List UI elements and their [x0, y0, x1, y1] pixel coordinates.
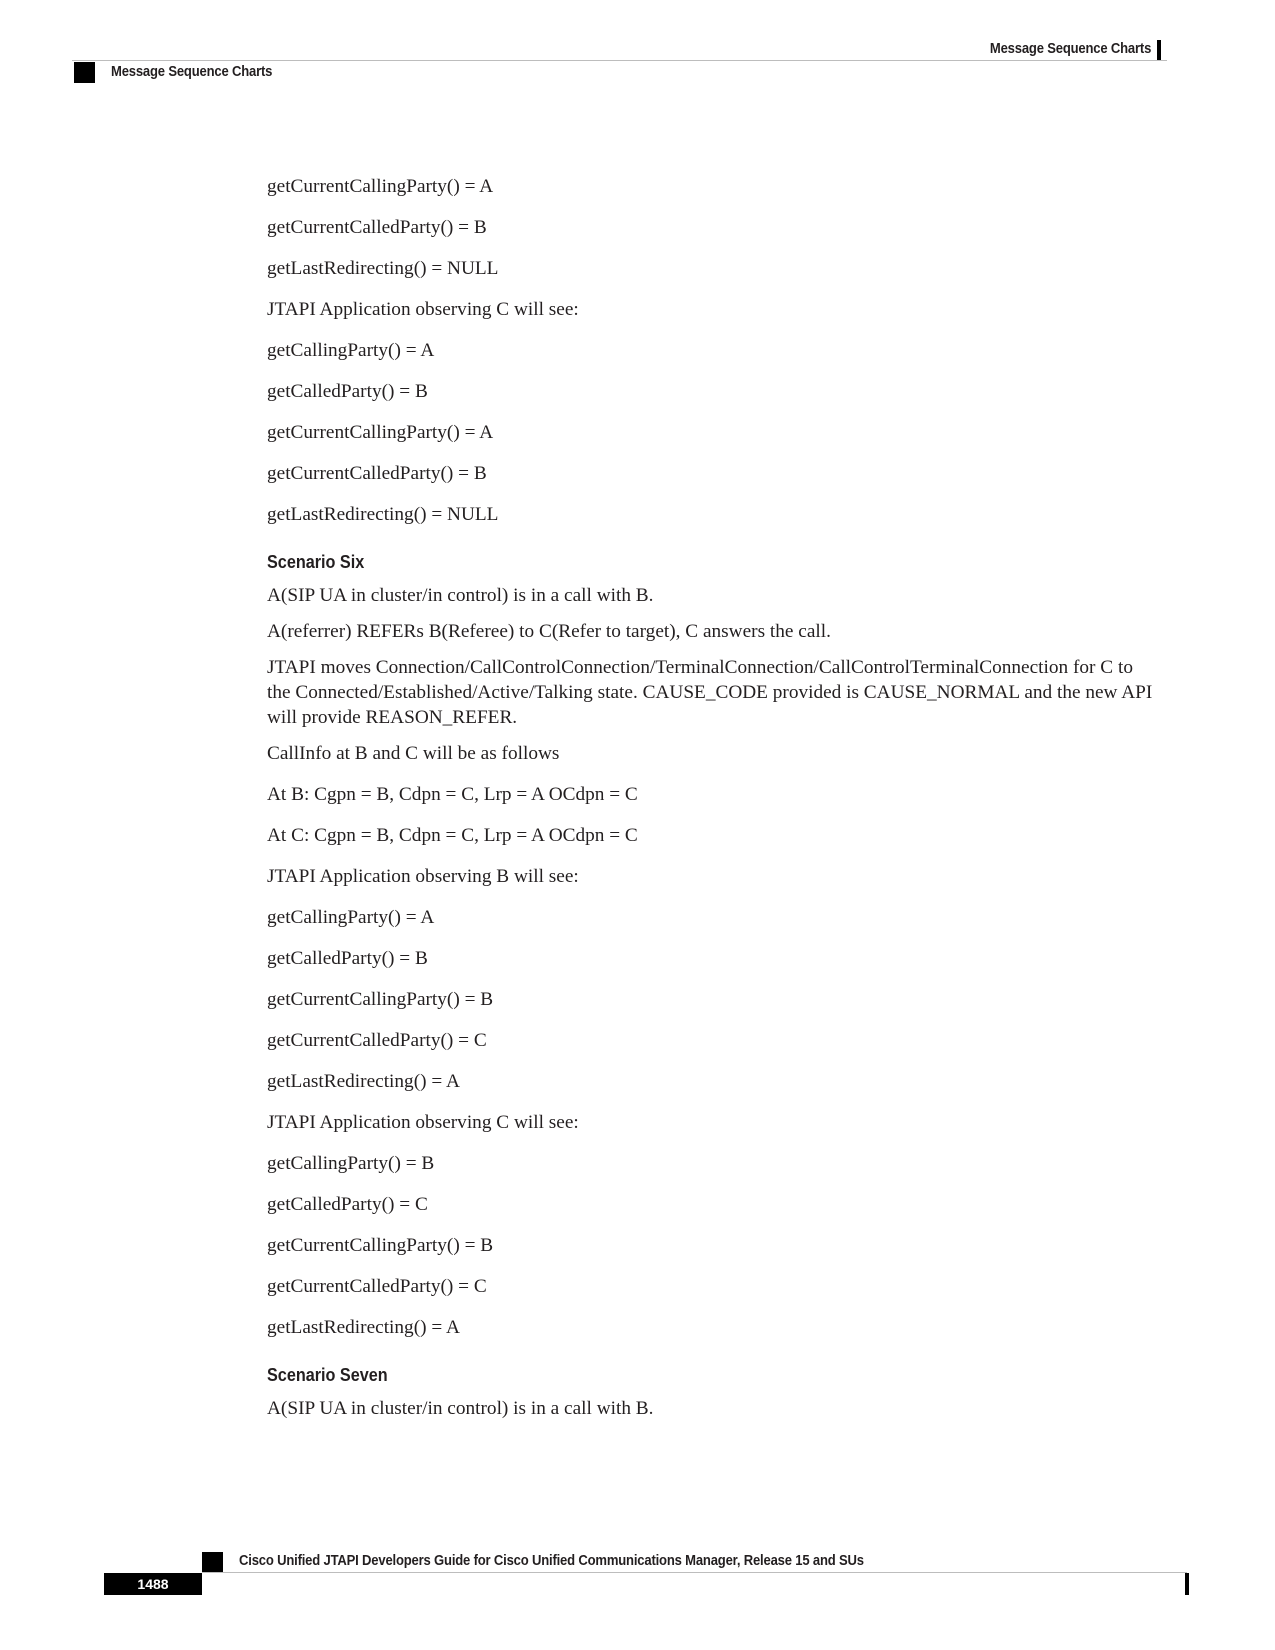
- section-heading-scenario-seven: Scenario Seven: [267, 1365, 388, 1385]
- body-line: getLastRedirecting() = NULL: [267, 258, 499, 279]
- page-number: 1488: [104, 1573, 202, 1595]
- body-line: A(SIP UA in cluster/in control) is in a call with B.: [267, 585, 654, 606]
- body-line: getCallingParty() = A: [267, 907, 435, 928]
- body-line: getCurrentCalledParty() = B: [267, 217, 487, 238]
- body-line: getLastRedirecting() = NULL: [267, 504, 499, 525]
- body-line: getCurrentCallingParty() = B: [267, 989, 494, 1010]
- body-line: A(SIP UA in cluster/in control) is in a call with B.: [267, 1398, 654, 1419]
- footer-rule: [202, 1572, 1187, 1573]
- body-paragraph: JTAPI moves Connection/CallControlConnection/TerminalConnection/CallControlTerminalConnection for C to the Connected/Established/Active/Talking state. CAUSE_CODE provided is CAUSE_NORMAL and the new API will provide REASON_REFER.: [267, 657, 1153, 728]
- running-header-left: Message Sequence Charts: [111, 64, 273, 80]
- body-line: CallInfo at B and C will be as follows: [267, 743, 560, 764]
- running-header-right: Message Sequence Charts: [989, 41, 1151, 57]
- body-line: At B: Cgpn = B, Cdpn = C, Lrp = A OCdpn = C: [267, 784, 638, 805]
- body-line: getCurrentCallingParty() = A: [267, 176, 494, 197]
- body-line: getCurrentCalledParty() = B: [267, 463, 487, 484]
- body-line: getCallingParty() = A: [267, 340, 435, 361]
- header-marker-block: [74, 62, 95, 83]
- body-line: getCurrentCallingParty() = A: [267, 422, 494, 443]
- body-line: JTAPI Application observing B will see:: [267, 866, 579, 887]
- body-line: A(referrer) REFERs B(Referee) to C(Refer to target), C answers the call.: [267, 621, 831, 642]
- body-line: JTAPI Application observing C will see:: [267, 1112, 579, 1133]
- body-line: getCurrentCallingParty() = B: [267, 1235, 494, 1256]
- body-line: getLastRedirecting() = A: [267, 1071, 460, 1092]
- footer-book-title: Cisco Unified JTAPI Developers Guide for Cisco Unified Communications Manager, Release 15 and SUs: [239, 1553, 864, 1569]
- body-line: JTAPI Application observing C will see:: [267, 299, 579, 320]
- body-line: getCalledParty() = C: [267, 1194, 428, 1215]
- body-line: getCurrentCalledParty() = C: [267, 1030, 487, 1051]
- header-marker-bar: [1157, 40, 1161, 60]
- body-line: getLastRedirecting() = A: [267, 1317, 460, 1338]
- document-body: [267, 174, 1157, 1437]
- body-line: getCalledParty() = B: [267, 948, 428, 969]
- footer-marker-bar: [1185, 1573, 1189, 1595]
- body-line: getCallingParty() = B: [267, 1153, 435, 1174]
- header-rule: [72, 60, 1167, 61]
- footer-marker-block: [202, 1552, 223, 1572]
- body-line: At C: Cgpn = B, Cdpn = C, Lrp = A OCdpn = C: [267, 825, 638, 846]
- body-line: getCalledParty() = B: [267, 381, 428, 402]
- body-line: getCurrentCalledParty() = C: [267, 1276, 487, 1297]
- section-heading-scenario-six: Scenario Six: [267, 552, 365, 572]
